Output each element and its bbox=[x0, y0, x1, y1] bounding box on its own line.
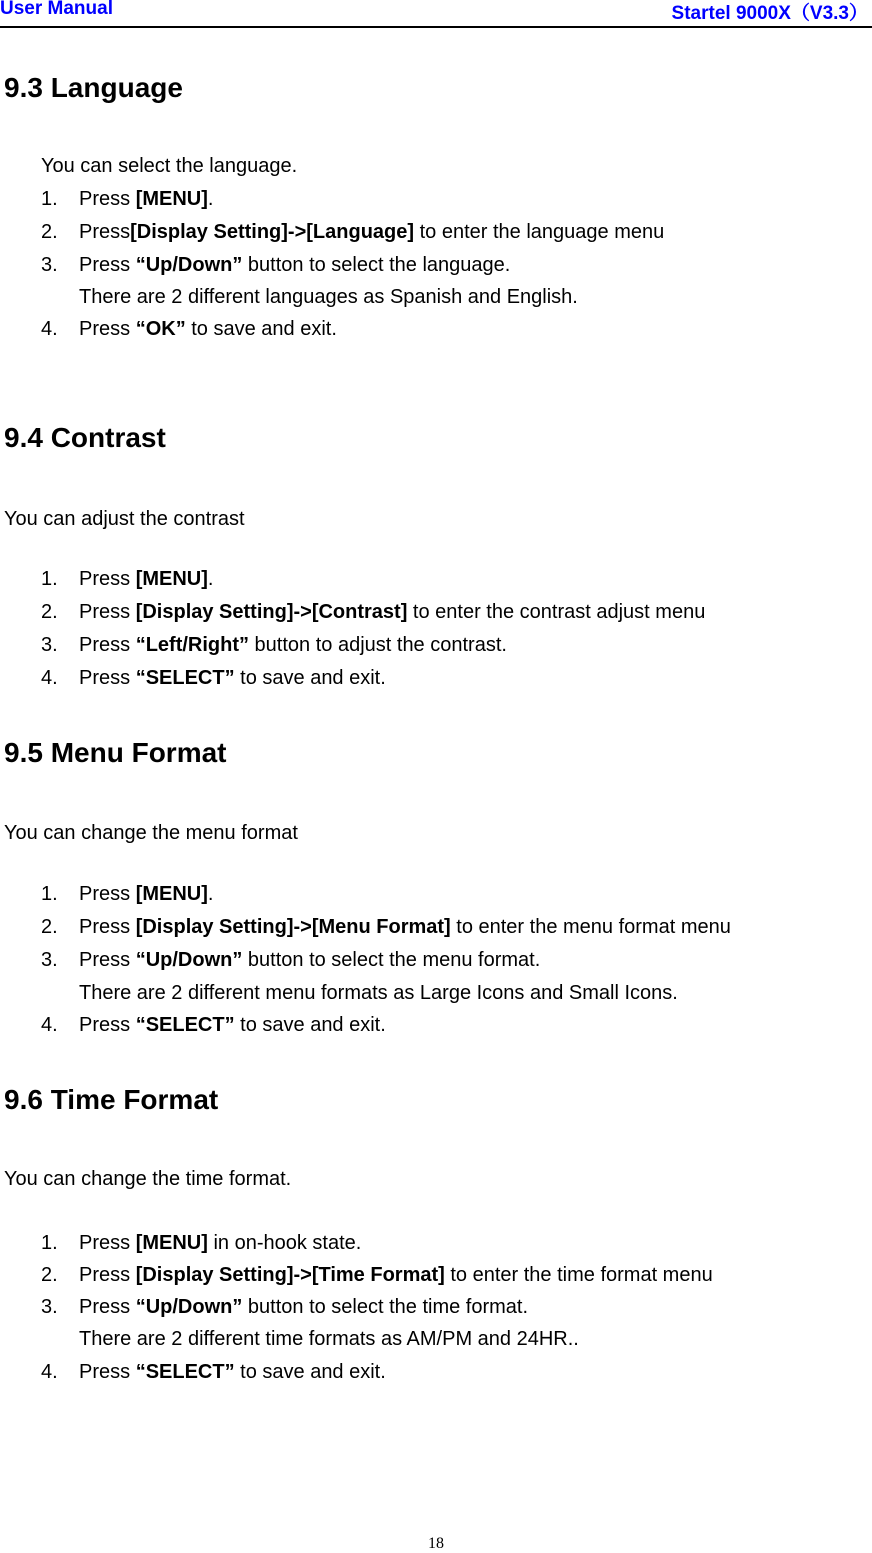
section-title-time-format: 9.6 Time Format bbox=[4, 1084, 219, 1115]
section-intro: You can change the menu format bbox=[4, 822, 298, 844]
step-text: Press [Display Setting]->[Menu Format] to enter the menu format menu bbox=[79, 916, 731, 938]
step-text: Press “SELECT” to save and exit. bbox=[79, 1361, 386, 1383]
step-number: 4. bbox=[41, 1014, 58, 1036]
section-title-language: 9.3 Language bbox=[4, 72, 183, 103]
section-intro: You can select the language. bbox=[41, 155, 298, 177]
step-number: 2. bbox=[41, 916, 58, 938]
step-text: Press [Display Setting]->[Time Format] to enter the time format menu bbox=[79, 1264, 713, 1286]
step-note: There are 2 different languages as Spanish and English. bbox=[79, 286, 578, 308]
header-right-title: Startel 9000X（V3.3） bbox=[671, 3, 868, 24]
step-number: 1. bbox=[41, 188, 58, 210]
step-text: Press [MENU]. bbox=[79, 188, 214, 210]
step-number: 2. bbox=[41, 221, 58, 243]
step-text: Press “OK” to save and exit. bbox=[79, 318, 337, 340]
step-text: Press “SELECT” to save and exit. bbox=[79, 667, 386, 689]
step-text: Press[Display Setting]->[Language] to enter the language menu bbox=[79, 221, 665, 243]
step-text: Press “Up/Down” button to select the time format. bbox=[79, 1296, 529, 1318]
step-number: 3. bbox=[41, 254, 58, 276]
step-number: 1. bbox=[41, 1232, 58, 1254]
step-text: Press [MENU]. bbox=[79, 883, 214, 905]
step-number: 3. bbox=[41, 1296, 58, 1318]
step-note: There are 2 different menu formats as Large Icons and Small Icons. bbox=[79, 982, 678, 1004]
header-left-title: User Manual bbox=[0, 0, 113, 19]
page-number: 18 bbox=[428, 1535, 444, 1552]
step-number: 3. bbox=[41, 949, 58, 971]
section-intro: You can adjust the contrast bbox=[4, 508, 245, 530]
step-text: Press [Display Setting]->[Contrast] to enter the contrast adjust menu bbox=[79, 601, 706, 623]
step-text: Press [MENU] in on-hook state. bbox=[79, 1232, 362, 1254]
step-number: 1. bbox=[41, 883, 58, 905]
step-text: Press “Left/Right” button to adjust the contrast. bbox=[79, 634, 507, 656]
step-number: 3. bbox=[41, 634, 58, 656]
step-text: Press “Up/Down” button to select the language. bbox=[79, 254, 511, 276]
page-header bbox=[0, 0, 872, 28]
section-title-contrast: 9.4 Contrast bbox=[4, 422, 166, 453]
step-number: 1. bbox=[41, 568, 58, 590]
step-number: 2. bbox=[41, 1264, 58, 1286]
step-number: 4. bbox=[41, 667, 58, 689]
section-intro: You can change the time format. bbox=[4, 1168, 292, 1190]
step-note: There are 2 different time formats as AM/PM and 24HR.. bbox=[79, 1328, 579, 1350]
step-text: Press [MENU]. bbox=[79, 568, 214, 590]
step-text: Press “SELECT” to save and exit. bbox=[79, 1014, 386, 1036]
step-number: 4. bbox=[41, 1361, 58, 1383]
step-number: 2. bbox=[41, 601, 58, 623]
step-number: 4. bbox=[41, 318, 58, 340]
section-title-menu-format: 9.5 Menu Format bbox=[4, 737, 227, 768]
step-text: Press “Up/Down” button to select the menu format. bbox=[79, 949, 541, 971]
